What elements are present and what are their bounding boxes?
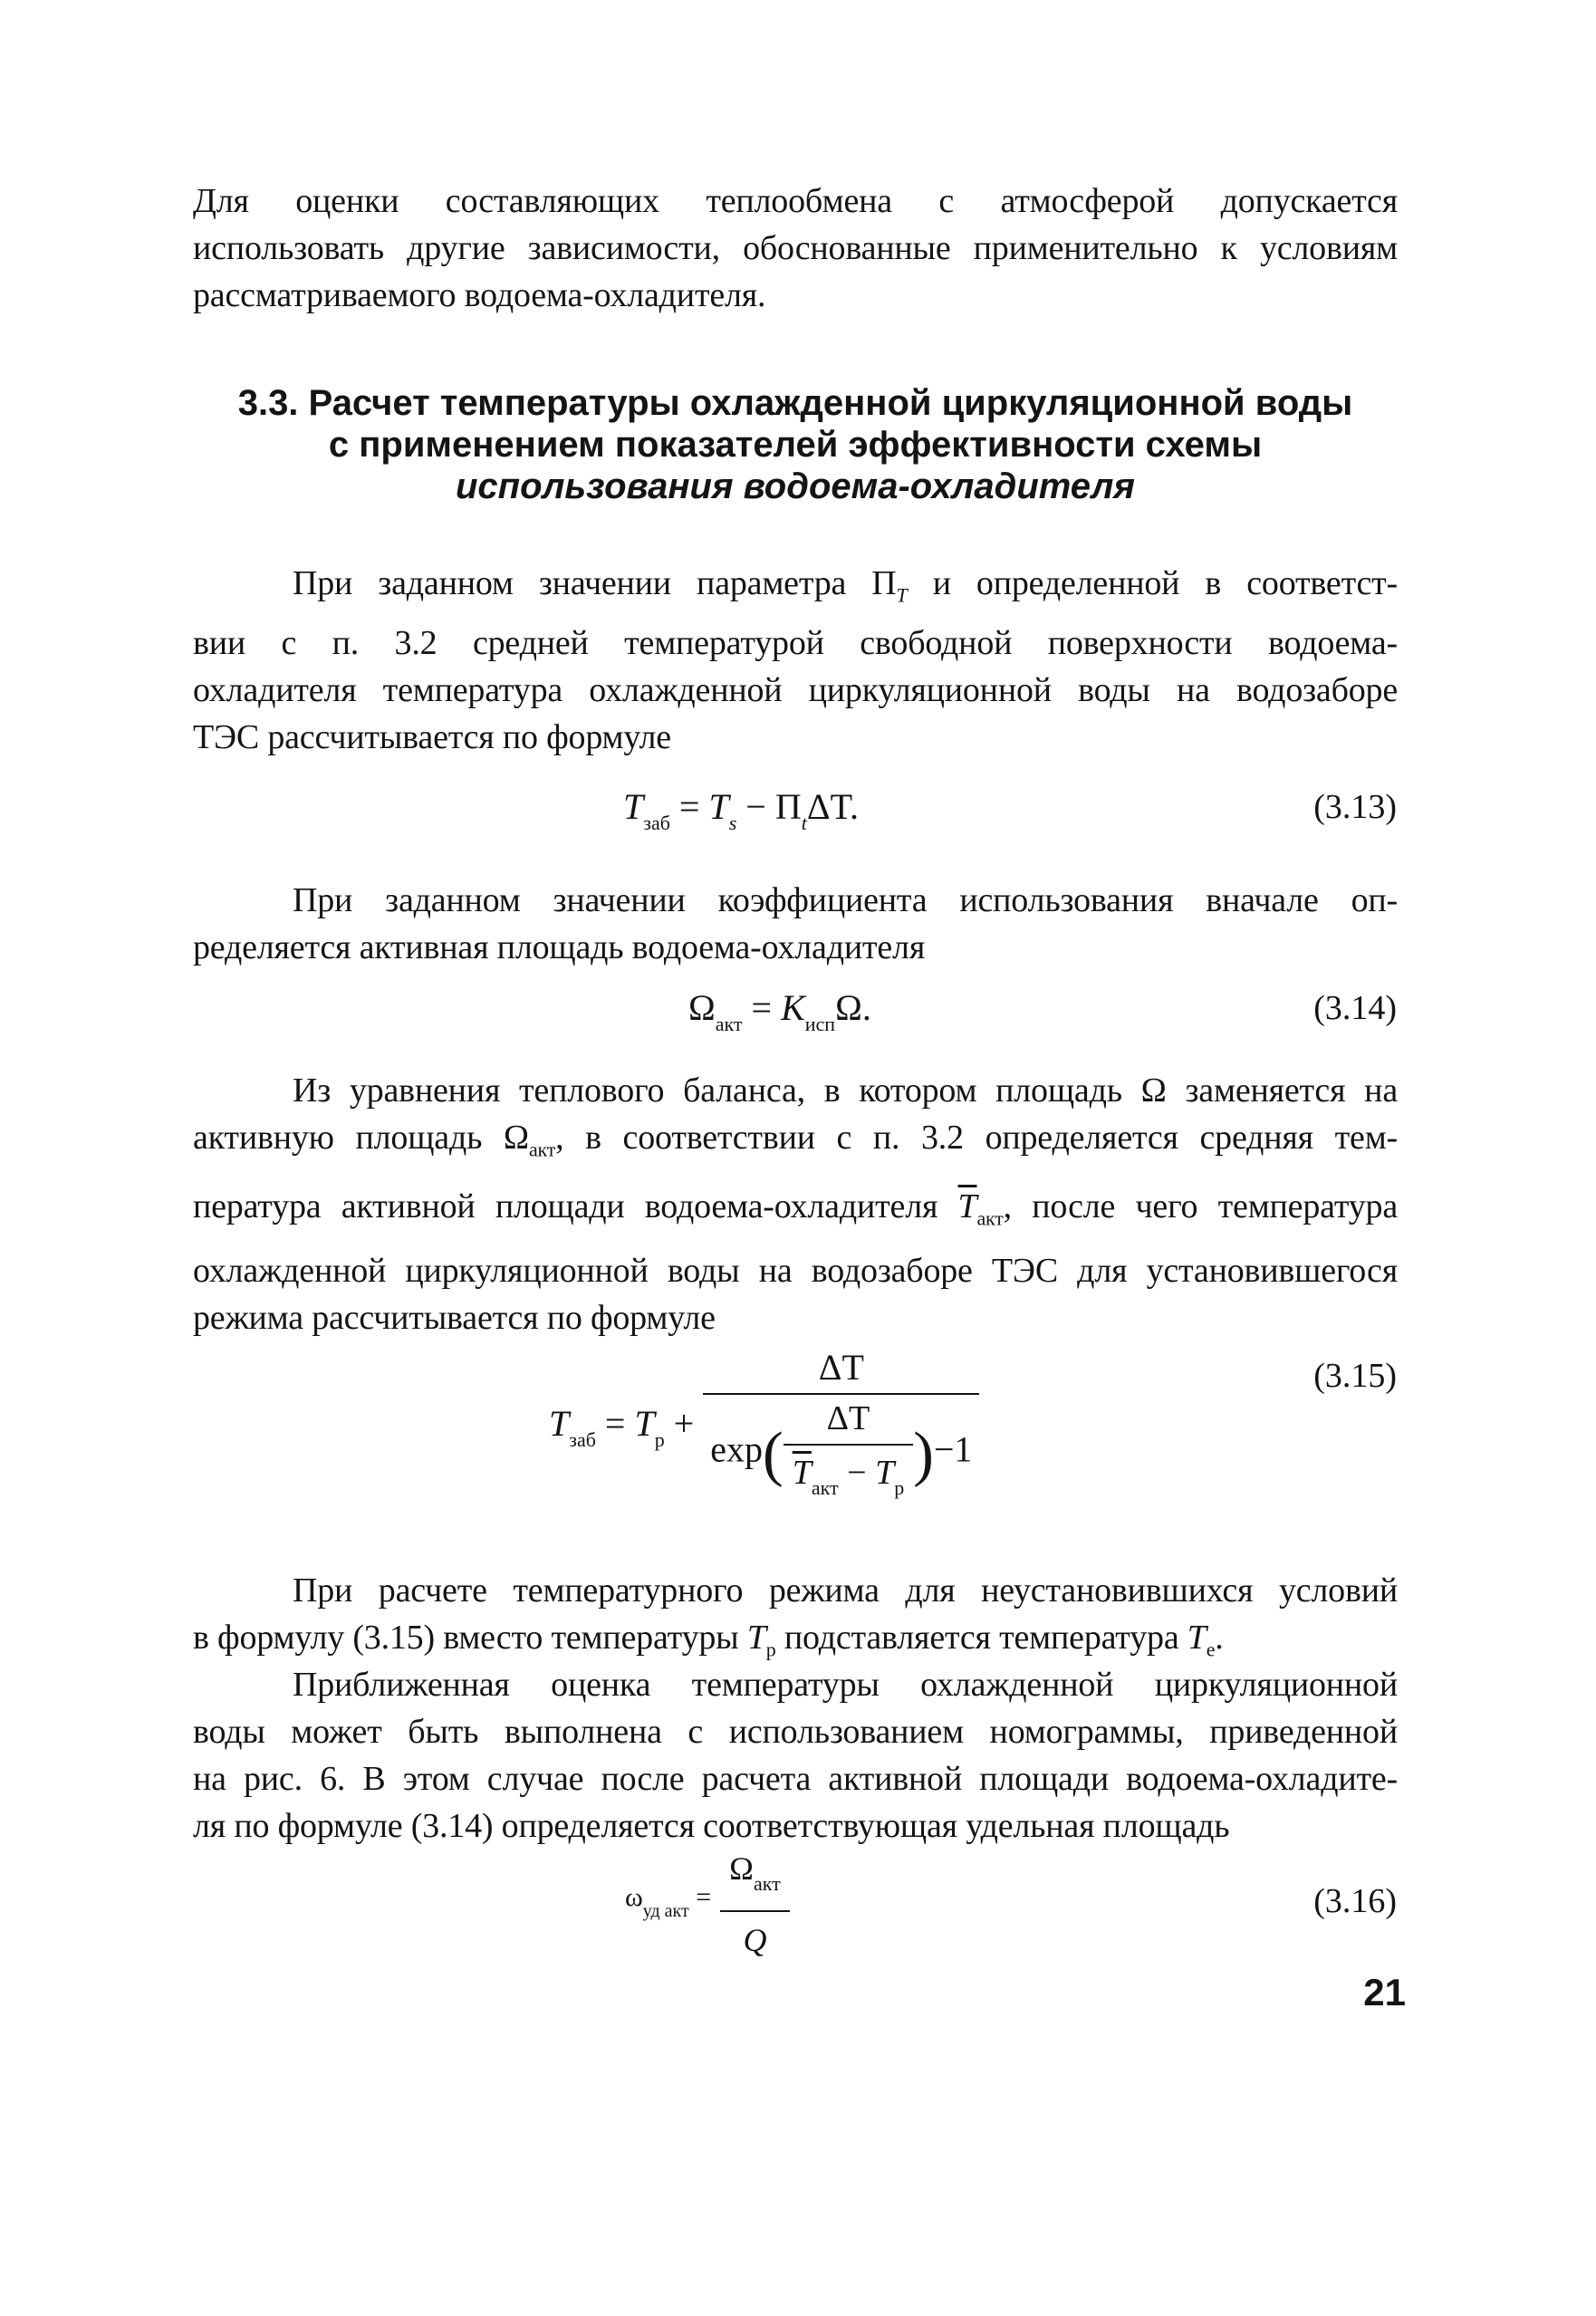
symbol: exp	[710, 1428, 764, 1470]
equation-3-14	[688, 987, 871, 1045]
paragraph-intro	[193, 178, 1398, 319]
text-line: Для оценки составляющих теплообмена с атмосферой допускается	[193, 182, 1398, 220]
subscript: р	[894, 1476, 905, 1499]
symbol: .	[861, 987, 871, 1028]
text-line	[193, 1183, 1398, 1243]
subscript: акт	[753, 1872, 781, 1895]
subscript: акт	[528, 1138, 556, 1161]
symbol: .	[1215, 1619, 1224, 1657]
symbol: T	[708, 786, 729, 827]
heading-line: использования водоема-охладителя	[456, 466, 1135, 506]
text-line: использовать другие зависимости, обоснованные применительно к условиям	[193, 229, 1398, 267]
subscript: t	[801, 812, 807, 834]
symbol: T	[875, 1454, 895, 1492]
text-line: При заданном значении коэффициента использования вначале оп-	[293, 881, 1398, 919]
equation-3-16	[625, 1848, 790, 1961]
subscript: заб	[643, 812, 670, 834]
paragraph-parameter	[193, 560, 1398, 761]
symbol: −1	[933, 1428, 973, 1470]
subscript: р	[654, 1427, 665, 1451]
symbol: .	[850, 786, 860, 827]
equation-number: (3.13)	[1313, 788, 1397, 826]
symbol: +	[673, 1402, 695, 1444]
text-line: вии с п. 3.2 средней температурой свободной поверхности водоема-	[193, 623, 1398, 662]
fraction-denominator	[784, 1444, 914, 1508]
paragraph-coefficient	[193, 877, 1398, 971]
symbol: ΔT	[806, 786, 851, 827]
page-number: 21	[1363, 1971, 1406, 2013]
symbol: Ω	[835, 987, 862, 1028]
symbol: $\overline{T}$	[792, 1454, 812, 1492]
text-line	[193, 560, 1398, 620]
subscript: акт	[976, 1206, 1004, 1230]
subscript: исп	[804, 1013, 836, 1035]
text-line: на рис. 6. В этом случае после расчета активной площади водоема-охладите-	[193, 1760, 1398, 1798]
subscript: акт	[715, 1013, 743, 1035]
text-line: При расчете температурного режима для неустановившихся условий	[293, 1571, 1398, 1610]
equation-3-15	[549, 1347, 979, 1508]
symbol: $\overline{T}$	[957, 1187, 977, 1225]
fraction-denominator: exp( $\frac{\Delta T}{\overline{T}_{акт} - T_р}$ )−1	[703, 1393, 979, 1508]
text-fragment: , в соответствии с п. 3.2 определяется средняя тем-	[555, 1119, 1398, 1157]
symbol: T	[1187, 1619, 1207, 1657]
equation-lhs	[625, 1877, 711, 1932]
symbol: T	[549, 1402, 570, 1444]
symbol: Ω	[688, 987, 716, 1028]
fraction-numerator	[720, 1848, 790, 1910]
text-line: рассматриваемого водоема-охладителя.	[193, 276, 766, 314]
equation-number: (3.16)	[1313, 1882, 1397, 1920]
fraction-denominator: Q	[720, 1910, 790, 1961]
text-fragment: пература активной площади водоема-охладителя	[193, 1187, 958, 1225]
text-line: ля по формуле (3.14) определяется соответствующая удельная площадь	[193, 1807, 1230, 1845]
symbol: =	[678, 786, 700, 827]
subscript: s	[728, 812, 737, 834]
section-heading	[193, 382, 1398, 507]
subscript: заб	[569, 1427, 596, 1451]
text-line: Приближенная оценка температуры охлажденной циркуляционной	[293, 1666, 1398, 1704]
symbol: K	[781, 987, 805, 1028]
symbol: T	[634, 1402, 655, 1444]
symbol: П	[774, 786, 802, 827]
text-line: воды может быть выполнена с использованием номограммы, приведенной	[193, 1713, 1398, 1751]
text-fragment: в формулу (3.15) вместо температуры	[193, 1619, 747, 1657]
equation-lhs	[549, 1404, 694, 1460]
paragraph-transient	[193, 1567, 1398, 1674]
text-line	[193, 1114, 1398, 1174]
text-line: охладителя температура охлажденной циркуляционной воды на водозаборе	[193, 670, 1398, 709]
inner-fraction	[784, 1398, 914, 1508]
text-fragment: , после чего температура	[1003, 1187, 1398, 1225]
fraction-numerator: ΔT	[826, 1399, 870, 1437]
symbol: =	[751, 987, 773, 1028]
symbol: −	[847, 1454, 867, 1492]
fraction	[720, 1848, 790, 1961]
equation-3-13	[623, 786, 859, 844]
text-fragment: и определенной в соответст-	[932, 564, 1398, 602]
heading-line: с применением показателей эффективности схемы	[328, 425, 1263, 465]
text-fragment: подставляется температура	[775, 1619, 1187, 1657]
subscript: е	[1206, 1638, 1216, 1661]
text-line: режима рассчитывается по формуле	[193, 1299, 716, 1338]
text-line: охлажденной циркуляционной воды на водозаборе ТЭС для установившегося	[193, 1252, 1398, 1291]
symbol: T	[623, 786, 644, 827]
heading-line: 3.3. Расчет температуры охлажденной циркуляционной воды	[237, 383, 1353, 423]
symbol: =	[696, 1882, 712, 1912]
equation-number: (3.14)	[1313, 989, 1397, 1027]
text-line: Из уравнения теплового баланса, в котором площадь Ω заменяется на	[293, 1072, 1398, 1110]
symbol: −	[745, 786, 766, 827]
text-line: ределяется активная площадь водоема-охладителя	[193, 928, 926, 966]
paragraph-nomogram	[193, 1661, 1398, 1850]
paragraph-heat-balance	[193, 1067, 1398, 1341]
symbol: ω	[625, 1882, 643, 1912]
fraction	[703, 1348, 979, 1508]
text-fragment: активную площадь Ω	[193, 1119, 529, 1157]
symbol: Ω	[729, 1850, 754, 1887]
subscript: р	[765, 1638, 776, 1661]
symbol: =	[604, 1402, 626, 1444]
symbol: T	[746, 1619, 766, 1657]
subscript: T	[896, 583, 908, 607]
text-line: ТЭС рассчитывается по формуле	[193, 717, 671, 756]
text-fragment: При заданном значении параметра П	[293, 564, 897, 602]
subscript: уд акт	[642, 1901, 689, 1921]
equation-number: (3.15)	[1313, 1357, 1397, 1395]
subscript: акт	[811, 1476, 839, 1499]
fraction-numerator: ΔT	[818, 1347, 864, 1388]
